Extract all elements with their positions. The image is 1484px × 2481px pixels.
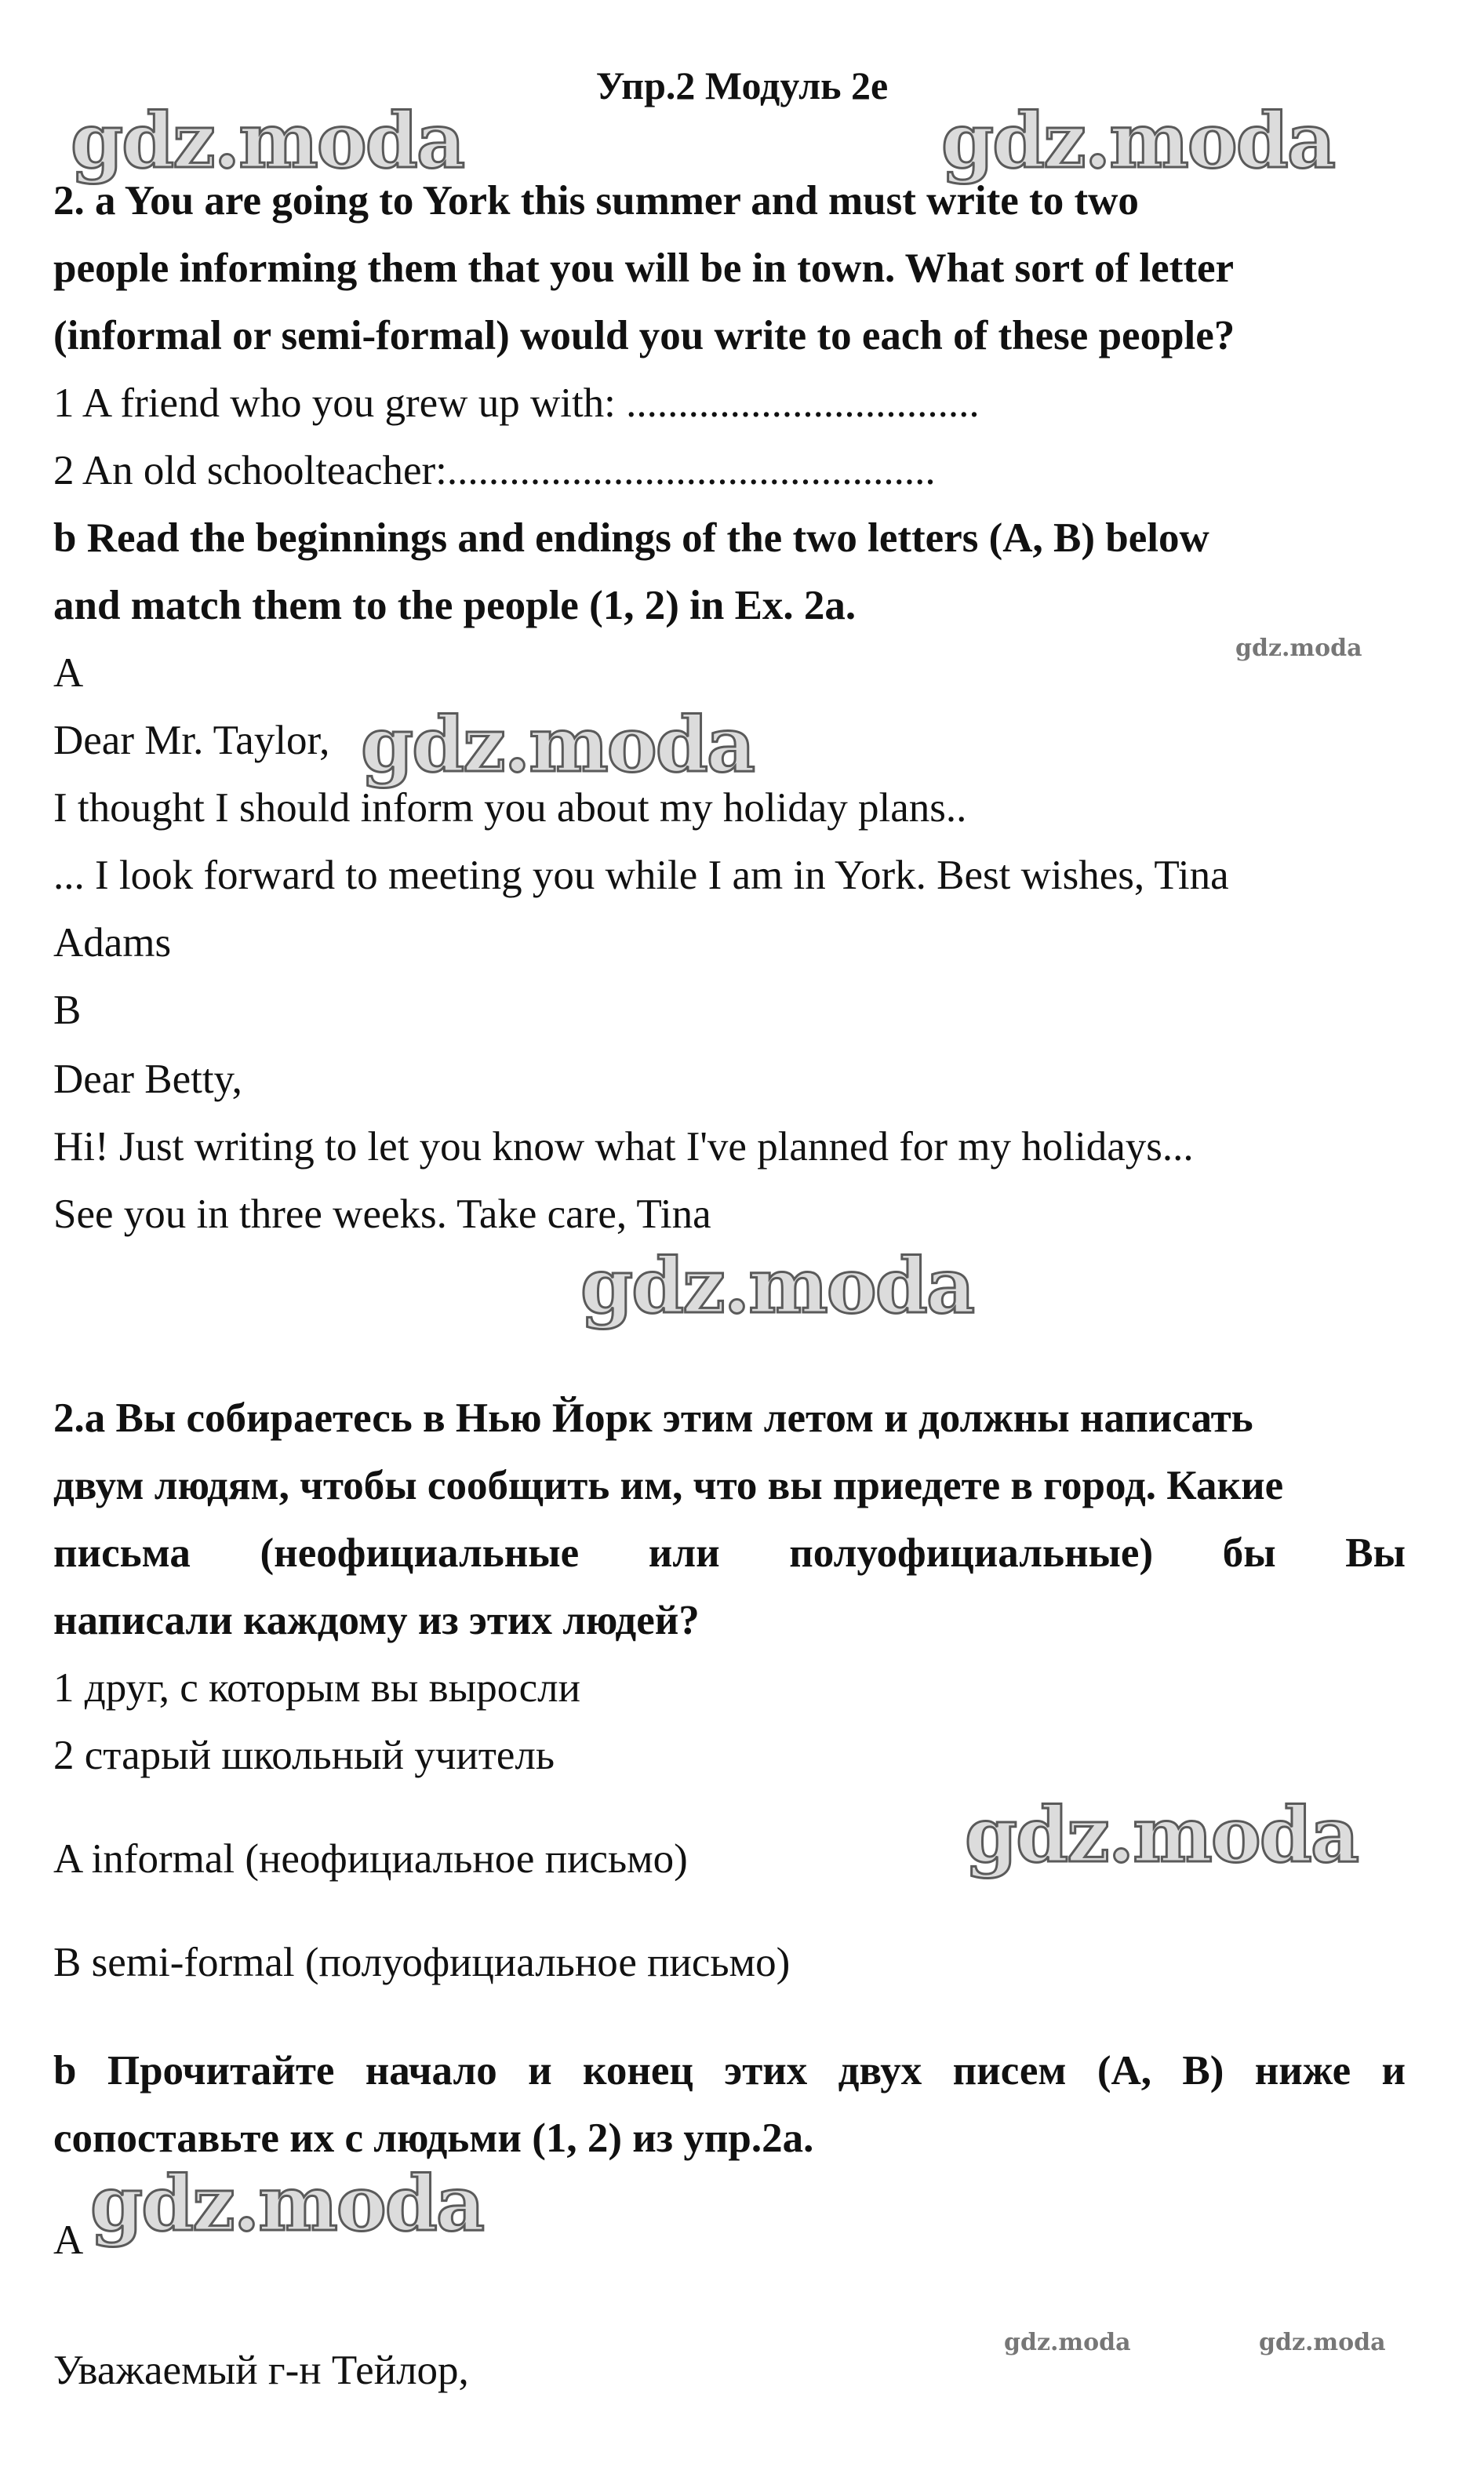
watermark-logo: gdz.moda — [1235, 635, 1362, 662]
ru-answer-b: B semi-formal (полуофициальное письмо) — [53, 1940, 791, 1985]
ru-task-a-line: двум людям, чтобы сообщить им, что вы приедете в город. Какие — [53, 1463, 1284, 1508]
task-a-line: (informal or semi-formal) would you write to each of these people? — [53, 313, 1235, 358]
ru-letter-a-label: A — [53, 2217, 84, 2263]
ru-item-2: 2 старый школьный учитель — [53, 1733, 555, 1778]
watermark-logo: gdz.moda — [361, 700, 755, 789]
task-a-line: 2. a You are going to York this summer and must write to two — [53, 178, 1139, 224]
ru-task-b-line: сопоставьте их с людьми (1, 2) из упр.2а. — [53, 2115, 814, 2161]
ru-task-b-line: b Прочитайте начало и конец этих двух писем (A, B) ниже и — [53, 2048, 1406, 2094]
ru-task-a-line: письма (неофициальные или полуофициальные) бы Вы — [53, 1530, 1406, 1576]
watermark-logo: gdz.moda — [965, 1791, 1359, 1879]
task-a-line: people informing them that you will be in town. What sort of letter — [53, 246, 1235, 291]
letter-a-line: ... I look forward to meeting you while I am in York. Best wishes, Tina — [53, 853, 1229, 898]
ru-letter-a-greeting: Уважаемый г-н Тейлор, — [53, 2348, 469, 2393]
watermark-logo: gdz.moda — [1004, 2329, 1131, 2356]
ru-task-a-line: 2.а Вы собираетесь в Нью Йорк этим летом и должны написать — [53, 1395, 1253, 1441]
task-b-line: and match them to the people (1, 2) in Ex. 2a. — [53, 583, 857, 628]
page-title: Упр.2 Модуль 2е — [595, 64, 889, 107]
letter-a-label: A — [53, 650, 84, 696]
letter-a-line: I thought I should inform you about my holiday plans.. — [53, 785, 967, 831]
watermark-logo: gdz.moda — [90, 2159, 484, 2248]
answer-item-2: 2 An old schoolteacher:............................................... — [53, 448, 936, 493]
watermark-logo: gdz.moda — [941, 96, 1335, 185]
task-b-line: b Read the beginnings and endings of the two letters (A, B) below — [53, 515, 1209, 561]
watermark-logo: gdz.moda — [1259, 2329, 1386, 2356]
letter-b-greeting: Dear Betty, — [53, 1057, 242, 1102]
letter-b-line: Hi! Just writing to let you know what I've planned for my holidays... — [53, 1124, 1194, 1170]
letter-a-line: Adams — [53, 920, 172, 966]
ru-task-a-line: написали каждому из этих людей? — [53, 1598, 700, 1643]
watermark-logo: gdz.moda — [71, 96, 464, 185]
ru-answer-a: A informal (неофициальное письмо) — [53, 1836, 688, 1882]
letter-a-greeting: Dear Mr. Taylor, — [53, 718, 330, 763]
answer-item-1: 1 A friend who you grew up with: .................................. — [53, 380, 980, 426]
ru-item-1: 1 друг, с которым вы выросли — [53, 1665, 580, 1711]
letter-b-label: B — [53, 988, 82, 1033]
letter-b-line: See you in three weeks. Take care, Tina — [53, 1191, 711, 1237]
watermark-logo: gdz.moda — [580, 1242, 974, 1330]
